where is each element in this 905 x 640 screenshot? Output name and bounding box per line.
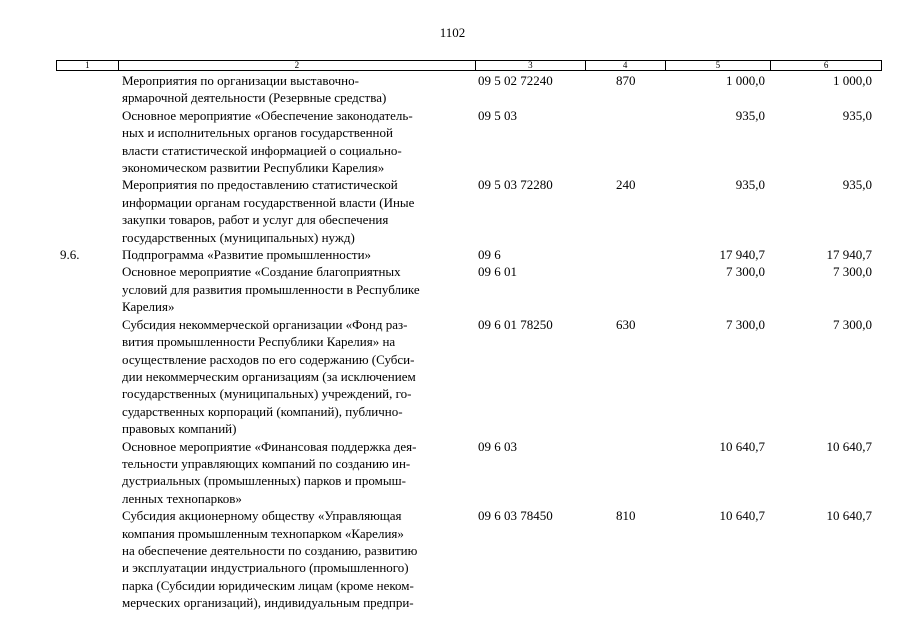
row-number (56, 72, 118, 107)
row-code: 09 6 01 (478, 264, 517, 280)
table-row (56, 507, 882, 611)
row-amount-5: 10 640,7 (719, 438, 765, 454)
table-row (56, 246, 882, 263)
row-name-line: Мероприятия по предоставлению статистической (122, 177, 398, 193)
row-name (118, 316, 476, 438)
row-amount-5: 935,0 (735, 177, 765, 193)
row-number (56, 438, 118, 508)
row-amount-6: 10 640,7 (826, 508, 872, 524)
row-name-line: дустриальных (промышленных) парков и промыш- (122, 473, 406, 489)
row-name-line: тельности управляющих компаний по созданию ин- (122, 455, 411, 471)
row-number: 9.6. (60, 247, 80, 263)
table-row (56, 72, 882, 107)
row-amount-6: 935,0 (842, 107, 872, 123)
row-amount-5: 7 300,0 (726, 264, 765, 280)
row-name-line: парка (Субсидии юридическим лицам (кроме неком- (122, 577, 414, 593)
row-name-line: осуществление расходов по его содержанию (Субси- (122, 351, 415, 367)
row-expense-type (586, 263, 666, 315)
row-number (56, 107, 118, 177)
row-expense-type (586, 246, 666, 263)
row-name-line: ных и исполнительных органов государственной (122, 125, 393, 141)
table-header (56, 60, 882, 71)
row-name-line: компания промышленным технопарком «Карелия» (122, 525, 404, 541)
row-name-line: закупки товаров, работ и услуг для обеспечения (122, 212, 389, 228)
row-expense-type: 810 (616, 508, 636, 524)
row-name (118, 438, 476, 508)
row-name-line: экономическом развитии Республики Карелия» (122, 160, 385, 176)
row-number (56, 316, 118, 438)
row-amount-5: 7 300,0 (726, 316, 765, 332)
row-name-line: ярмарочной деятельности (Резервные средства) (122, 90, 387, 106)
row-number (56, 176, 118, 246)
row-amount-6: 1 000,0 (833, 73, 872, 88)
row-code: 09 5 02 72240 (478, 73, 553, 88)
row-name-line: правовых компаний) (122, 421, 237, 437)
column-header-1: 1 (57, 61, 119, 70)
row-name-line: Субсидия некоммерческой организации «Фонд раз- (122, 316, 408, 332)
row-name-line: условий для развития промышленности в Республике (122, 281, 420, 297)
row-name-line: дии некоммерческим организациям (за исключением (122, 368, 416, 384)
row-name (118, 176, 476, 246)
column-header-3: 3 (476, 61, 586, 70)
row-name-line: Основное мероприятие «Создание благоприятных (122, 264, 401, 280)
row-name-line: информации органам государственной власти (Иные (122, 194, 415, 210)
row-name (118, 263, 476, 315)
row-amount-6: 935,0 (842, 177, 872, 193)
row-expense-type (586, 107, 666, 177)
row-name-line: Карелия» (122, 299, 175, 315)
table-row (56, 263, 882, 315)
row-amount-5: 17 940,7 (719, 247, 765, 263)
row-name (118, 507, 476, 611)
table-row (56, 176, 882, 246)
row-amount-5: 1 000,0 (726, 73, 765, 88)
row-amount-6: 10 640,7 (826, 438, 872, 454)
row-code: 09 6 03 (478, 438, 517, 454)
row-expense-type: 630 (616, 316, 636, 332)
row-amount-5: 10 640,7 (719, 508, 765, 524)
row-expense-type: 870 (616, 73, 636, 88)
row-name-line: и эксплуатации индустриального (промышленного) (122, 560, 409, 576)
row-code: 09 6 01 78250 (478, 316, 553, 332)
column-header-4: 4 (586, 61, 666, 70)
row-code: 09 5 03 72280 (478, 177, 553, 193)
row-name-line: Основное мероприятие «Обеспечение законодатель- (122, 107, 413, 123)
row-amount-5: 935,0 (735, 107, 765, 123)
row-code: 09 6 03 78450 (478, 508, 553, 524)
row-code: 09 5 03 (478, 107, 517, 123)
row-code: 09 6 (478, 247, 501, 263)
row-name-line: государственных (муниципальных) учреждений, го- (122, 386, 412, 402)
row-name (118, 246, 476, 263)
row-amount-6: 7 300,0 (833, 316, 872, 332)
row-expense-type (586, 438, 666, 508)
row-name-line: мерческих организаций), индивидуальным предпри- (122, 595, 414, 611)
row-expense-type: 240 (616, 177, 636, 193)
row-name-line: вития промышленности Республики Карелия» на (122, 334, 396, 350)
row-name (118, 107, 476, 177)
column-header-5: 5 (666, 61, 772, 70)
page-number: 1102 (439, 25, 466, 40)
row-name-line: власти статистической информацией о социально- (122, 142, 402, 158)
table-body (56, 72, 882, 612)
column-header-2: 2 (119, 61, 476, 70)
table-row (56, 316, 882, 438)
row-name-line: Основное мероприятие «Финансовая поддержка дея- (122, 438, 417, 454)
row-name-line: Подпрограмма «Развитие промышленности» (122, 247, 372, 263)
row-amount-6: 17 940,7 (826, 247, 872, 263)
row-name-line: Субсидия акционерному обществу «Управляющая (122, 508, 402, 524)
column-header-6: 6 (823, 60, 829, 70)
row-name (118, 72, 476, 107)
row-name-line: на обеспечение деятельности по созданию, развитию (122, 542, 418, 558)
table-row (56, 438, 882, 508)
row-amount-6: 7 300,0 (833, 264, 872, 280)
row-name-line: Мероприятия по организации выставочно- (122, 73, 359, 88)
row-name-line: сударственных корпораций (компаний), публично- (122, 403, 403, 419)
row-number (56, 507, 118, 611)
row-name-line: ленных технопарков» (122, 490, 242, 506)
row-name-line: государственных (муниципальных) нужд) (122, 229, 355, 245)
table-row (56, 107, 882, 177)
row-number (56, 263, 118, 315)
